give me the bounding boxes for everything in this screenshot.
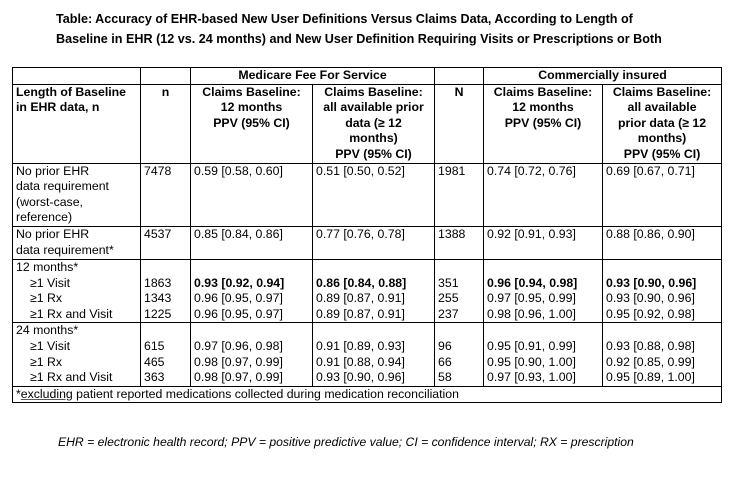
commercial-group-header: Commercially insured bbox=[484, 68, 722, 85]
n-values: 615 465 363 bbox=[141, 323, 191, 386]
ppv-values: 0.97 [0.96, 0.98] 0.98 [0.97, 0.99] 0.98 [0.97, 0.99] bbox=[191, 323, 313, 386]
n-value: 1388 bbox=[435, 226, 484, 259]
empty-n-cell bbox=[141, 68, 191, 85]
n-medicare-header: n bbox=[141, 84, 191, 163]
ppv-values: 0.91 [0.89, 0.93] 0.91 [0.88, 0.94] 0.93 [0.90, 0.96] bbox=[313, 323, 435, 386]
accuracy-table bbox=[12, 67, 722, 403]
ppv-value: 0.59 [0.58, 0.60] bbox=[191, 163, 313, 226]
group-label: 12 months* bbox=[16, 259, 79, 274]
commercial-12m-header: Claims Baseline: 12 months PPV (95% CI) bbox=[484, 84, 603, 163]
ppv-value: 0.74 [0.72, 0.76] bbox=[484, 163, 603, 226]
ppv-values: 0.95 [0.91, 0.99] 0.95 [0.90, 1.00] 0.97 [0.93, 1.00] bbox=[484, 323, 603, 386]
medicare-group-header: Medicare Fee For Service bbox=[191, 68, 435, 85]
ppv-value: 0.88 [0.86, 0.90] bbox=[603, 226, 722, 259]
commercial-all-header: Claims Baseline: all available prior data (≥ 12 months) PPV (95% CI) bbox=[603, 84, 722, 163]
table-row-group-12-months bbox=[13, 259, 722, 322]
ppv-value: 0.51 [0.50, 0.52] bbox=[313, 163, 435, 226]
group-label: 24 months* bbox=[16, 323, 79, 338]
n-commercial-header: N bbox=[435, 84, 484, 163]
table-row bbox=[13, 163, 722, 226]
title-line-2: Baseline in EHR (12 vs. 24 months) and New User Definition Requiring Visits or Prescriptions or Both bbox=[56, 32, 662, 46]
row-label: No prior EHR data requirement* bbox=[13, 226, 141, 259]
n-values: 351 255 237 bbox=[435, 259, 484, 322]
ppv-value: 0.85 [0.84, 0.86] bbox=[191, 226, 313, 259]
ppv-values: 0.86 [0.84, 0.88] 0.89 [0.87, 0.91] 0.89 [0.87, 0.91] bbox=[313, 259, 435, 322]
n-value: 4537 bbox=[141, 226, 191, 259]
ppv-value: 0.69 [0.67, 0.71] bbox=[603, 163, 722, 226]
table-title bbox=[56, 9, 726, 49]
footnote: *excluding patient reported medications collected during medication reconciliation bbox=[13, 386, 722, 403]
ppv-value: 0.77 [0.76, 0.78] bbox=[313, 226, 435, 259]
ppv-values: 0.93 [0.92, 0.94] 0.96 [0.95, 0.97] 0.96 [0.95, 0.97] bbox=[191, 259, 313, 322]
n-values: 1863 1343 1225 bbox=[141, 259, 191, 322]
title-line-1: Table: Accuracy of EHR-based New User Definitions Versus Claims Data, According to Length of bbox=[56, 12, 633, 26]
row-label: 12 months* ≥1 Visit ≥1 Rx ≥1 Rx and Visit bbox=[13, 259, 141, 322]
empty-n-cell bbox=[435, 68, 484, 85]
n-values: 96 66 58 bbox=[435, 323, 484, 386]
baseline-header: Length of Baseline in EHR data, n bbox=[13, 84, 141, 163]
n-value: 7478 bbox=[141, 163, 191, 226]
footnote-underlined: excluding bbox=[20, 386, 73, 401]
column-header-row bbox=[13, 84, 722, 163]
table-row bbox=[13, 226, 722, 259]
footnote-row bbox=[13, 386, 722, 403]
group-header-row bbox=[13, 68, 722, 85]
table-row-group-24-months bbox=[13, 323, 722, 386]
ppv-values: 0.96 [0.94, 0.98] 0.97 [0.95, 0.99] 0.98 [0.96, 1.00] bbox=[484, 259, 603, 322]
table-caption: EHR = electronic health record; PPV = positive predictive value; CI = confidence interval; RX = prescription bbox=[58, 435, 634, 449]
ppv-values: 0.93 [0.90, 0.96] 0.93 [0.90, 0.96] 0.95 [0.92, 0.98] bbox=[603, 259, 722, 322]
ppv-values: 0.93 [0.88, 0.98] 0.92 [0.85, 0.99] 0.95 [0.89, 1.00] bbox=[603, 323, 722, 386]
medicare-all-header: Claims Baseline: all available prior data (≥ 12 months) PPV (95% CI) bbox=[313, 84, 435, 163]
empty-corner-cell bbox=[13, 68, 141, 85]
row-label: No prior EHR data requirement (worst-case, reference) bbox=[13, 163, 141, 226]
medicare-12m-header: Claims Baseline: 12 months PPV (95% CI) bbox=[191, 84, 313, 163]
n-value: 1981 bbox=[435, 163, 484, 226]
ppv-value: 0.92 [0.91, 0.93] bbox=[484, 226, 603, 259]
row-label: 24 months* ≥1 Visit ≥1 Rx ≥1 Rx and Visit bbox=[13, 323, 141, 386]
